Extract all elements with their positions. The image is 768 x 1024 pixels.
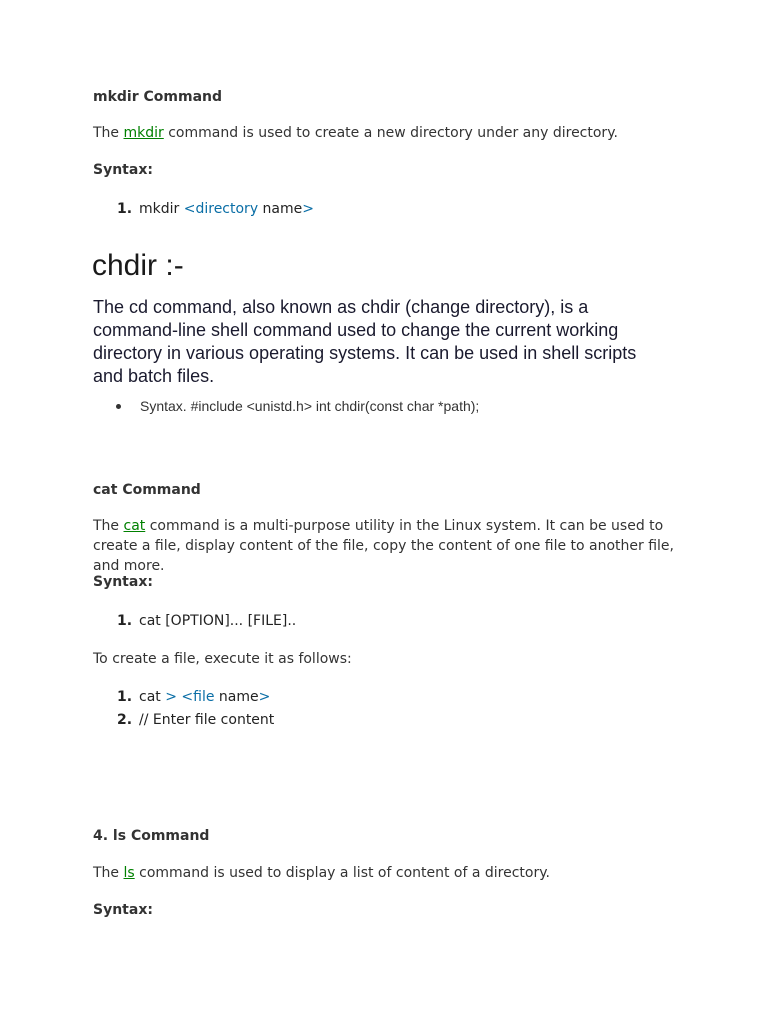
mkdir-desc-suffix: command is used to create a new directory under any directory. (163, 125, 618, 141)
list-number: 1. (117, 613, 133, 629)
list-number: 2. (117, 712, 133, 728)
list-number: 1. (117, 201, 133, 217)
code-rest: name (258, 201, 303, 217)
ls-syntax-label: Syntax: (93, 902, 153, 918)
code-cmd: cat (139, 689, 166, 705)
code-tag-close: > (258, 689, 271, 705)
mkdir-desc-prefix: The (93, 125, 124, 141)
cat-code-line-3 (117, 712, 274, 728)
cat-link[interactable]: cat (123, 518, 146, 534)
mkdir-heading: mkdir Command (93, 89, 223, 105)
chdir-paragraph: The cd command, also known as chdir (change directory), is a command-line shell command used to change the current working directory in various operating systems. It can be used in shell scripts and batch files. (93, 297, 637, 386)
code-cmd: mkdir (139, 201, 184, 217)
cat-create-text: To create a file, execute it as follows: (93, 651, 352, 667)
list-number: 1. (117, 689, 133, 705)
cat-syntax-label: Syntax: (93, 574, 153, 590)
cat-code-line-1 (117, 613, 296, 629)
code-text: cat [OPTION]... [FILE].. (139, 613, 297, 629)
cat-desc-suffix: command is a multi-purpose utility in the Linux system. It can be used to create a file, display content of the file, copy the content of one file to another file, and more. (93, 518, 674, 574)
code-text: // Enter file content (139, 712, 275, 728)
mkdir-code-line (117, 201, 314, 217)
ls-link[interactable]: ls (123, 865, 135, 881)
code-rest: name (214, 689, 259, 705)
code-tag-open: < (176, 689, 194, 705)
chdir-bullet-item (116, 398, 479, 414)
cat-desc-prefix: The (93, 518, 124, 534)
ls-heading: 4. ls Command (93, 828, 210, 844)
mkdir-syntax-label: Syntax: (93, 162, 153, 178)
mkdir-link[interactable]: mkdir (123, 125, 164, 141)
code-redirect: > (165, 689, 177, 705)
ls-desc-suffix: command is used to display a list of content of a directory. (134, 865, 550, 881)
ls-description (93, 863, 550, 883)
code-keyword: directory (195, 201, 259, 217)
code-tag-open: < (183, 201, 196, 217)
bullet-dot-icon (116, 404, 121, 409)
code-tag-close: > (302, 201, 314, 217)
cat-code-line-2 (117, 689, 270, 705)
code-keyword: file (193, 689, 215, 705)
mkdir-description (93, 123, 618, 143)
cat-heading: cat Command (93, 482, 201, 498)
chdir-bullet-text: Syntax. #include <unistd.h> int chdir(const char *path); (140, 398, 480, 414)
ls-desc-prefix: The (93, 865, 124, 881)
chdir-title: chdir :- (92, 249, 184, 282)
cat-description (93, 516, 683, 576)
